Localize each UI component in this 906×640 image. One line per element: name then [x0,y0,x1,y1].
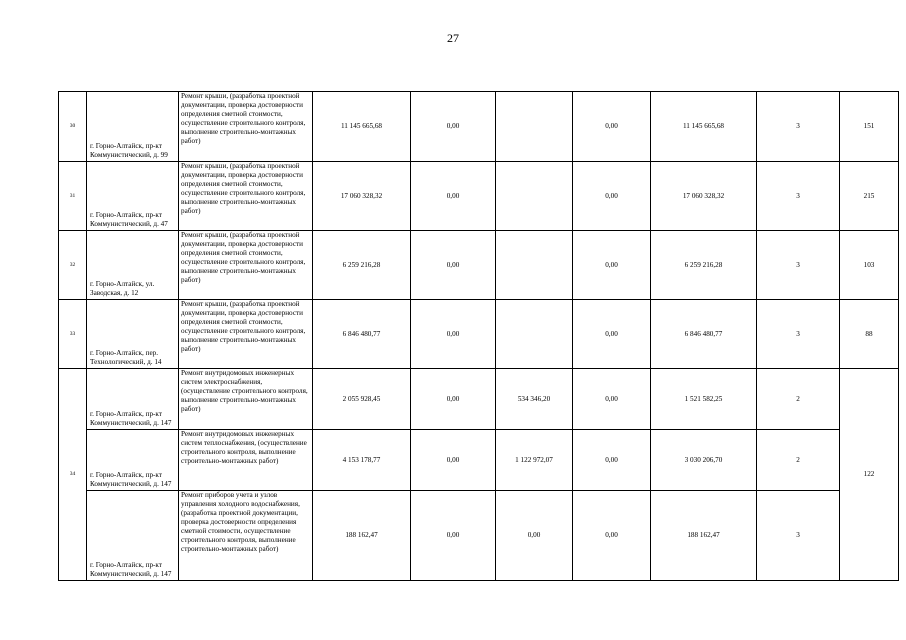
value-cell: 17 060 328,32 [651,162,757,231]
total-cost-cell: 2 055 928,45 [313,369,411,430]
value-cell: 0,00 [411,430,496,491]
value-cell: 0,00 [573,300,651,369]
value-cell: 2 [757,430,840,491]
value-cell: 2 [757,369,840,430]
value-cell: 1 122 972,07 [496,430,573,491]
value-cell: 0,00 [496,491,573,581]
address-cell: г. Горно-Алтайск, пр-кт Коммунистический, д. 47 [87,162,179,231]
value-cell: 6 846 480,77 [651,300,757,369]
value-cell [496,162,573,231]
table-row [59,430,899,491]
address-cell: г. Горно-Алтайск, пр-кт Коммунистический, д. 147 [87,369,179,430]
value-cell: 0,00 [411,369,496,430]
address-cell: г. Горно-Алтайск, пер. Технологический, д. 14 [87,300,179,369]
address-cell: г. Горно-Алтайск, пр-кт Коммунистический, д. 147 [87,491,179,581]
work-description-cell: Ремонт внутридомовых инженерных систем электроснабжения, (осуществление строительного контроля, выполнение строительно-монтажных работ) [179,369,313,430]
value-cell: 0,00 [411,162,496,231]
total-cost-cell: 17 060 328,32 [313,162,411,231]
work-description-cell: Ремонт внутридомовых инженерных систем теплоснабжения, (осуществление строительного контроля, выполнение строительно-монтажных работ) [179,430,313,491]
value-cell: 534 346,20 [496,369,573,430]
value-cell: 3 [757,231,840,300]
value-cell: 0,00 [411,92,496,162]
row-number: 33 [59,300,87,369]
work-description-cell: Ремонт крыши, (разработка проектной документации, проверка достоверности определения сметной стоимости, осуществление строительного контроля, выполнение строительно-монтажных работ) [179,162,313,231]
value-cell: 0,00 [411,491,496,581]
value-cell: 0,00 [573,162,651,231]
work-description-cell: Ремонт крыши, (разработка проектной документации, проверка достоверности определения сметной стоимости, осуществление строительного контроля, выполнение строительно-монтажных работ) [179,231,313,300]
total-cost-cell: 11 145 665,68 [313,92,411,162]
value-cell: 0,00 [573,369,651,430]
value-cell: 0,00 [411,231,496,300]
value-cell: 6 259 216,28 [651,231,757,300]
value-cell: 0,00 [573,92,651,162]
value-cell [496,92,573,162]
address-cell: г. Горно-Алтайск, пр-кт Коммунистический, д. 147 [87,430,179,491]
value-cell: 3 [757,92,840,162]
value-cell [496,231,573,300]
total-cost-cell: 188 162,47 [313,491,411,581]
value-cell: 3 030 206,70 [651,430,757,491]
value-cell: 0,00 [573,231,651,300]
value-cell: 88 [840,300,899,369]
table-row [59,369,899,430]
value-cell: 3 [757,300,840,369]
value-cell: 1 521 582,25 [651,369,757,430]
value-cell: 3 [757,162,840,231]
value-cell: 151 [840,92,899,162]
repair-program-table [58,91,899,581]
value-cell: 11 145 665,68 [651,92,757,162]
total-cost-cell: 4 153 178,77 [313,430,411,491]
work-description-cell: Ремонт приборов учета и узлов управления холодного водоснабжения, (разработка проектной документации, проверка достоверности определения сметной стоимости, осуществление строительного контроля, выполнение строительно-монтажных работ) [179,491,313,581]
table-row [59,491,899,581]
table-row [59,92,899,162]
value-cell: 0,00 [573,430,651,491]
value-cell: 122 [840,369,899,581]
value-cell: 103 [840,231,899,300]
value-cell: 188 162,47 [651,491,757,581]
value-cell: 0,00 [573,491,651,581]
value-cell: 3 [757,491,840,581]
page-number: 27 [447,31,459,45]
row-number: 34 [59,369,87,581]
address-cell: г. Горно-Алтайск, ул. Заводская, д. 12 [87,231,179,300]
table-row [59,300,899,369]
table-row [59,231,899,300]
work-description-cell: Ремонт крыши, (разработка проектной документации, проверка достоверности определения сметной стоимости, осуществление строительного контроля, выполнение строительно-монтажных работ) [179,300,313,369]
value-cell: 215 [840,162,899,231]
work-description-cell: Ремонт крыши, (разработка проектной документации, проверка достоверности определения сметной стоимости, осуществление строительного контроля, выполнение строительно-монтажных работ) [179,92,313,162]
row-number: 32 [59,231,87,300]
total-cost-cell: 6 846 480,77 [313,300,411,369]
table-row [59,162,899,231]
address-cell: г. Горно-Алтайск, пр-кт Коммунистический, д. 99 [87,92,179,162]
row-number: 30 [59,92,87,162]
value-cell: 0,00 [411,300,496,369]
value-cell [496,300,573,369]
row-number: 31 [59,162,87,231]
total-cost-cell: 6 259 216,28 [313,231,411,300]
